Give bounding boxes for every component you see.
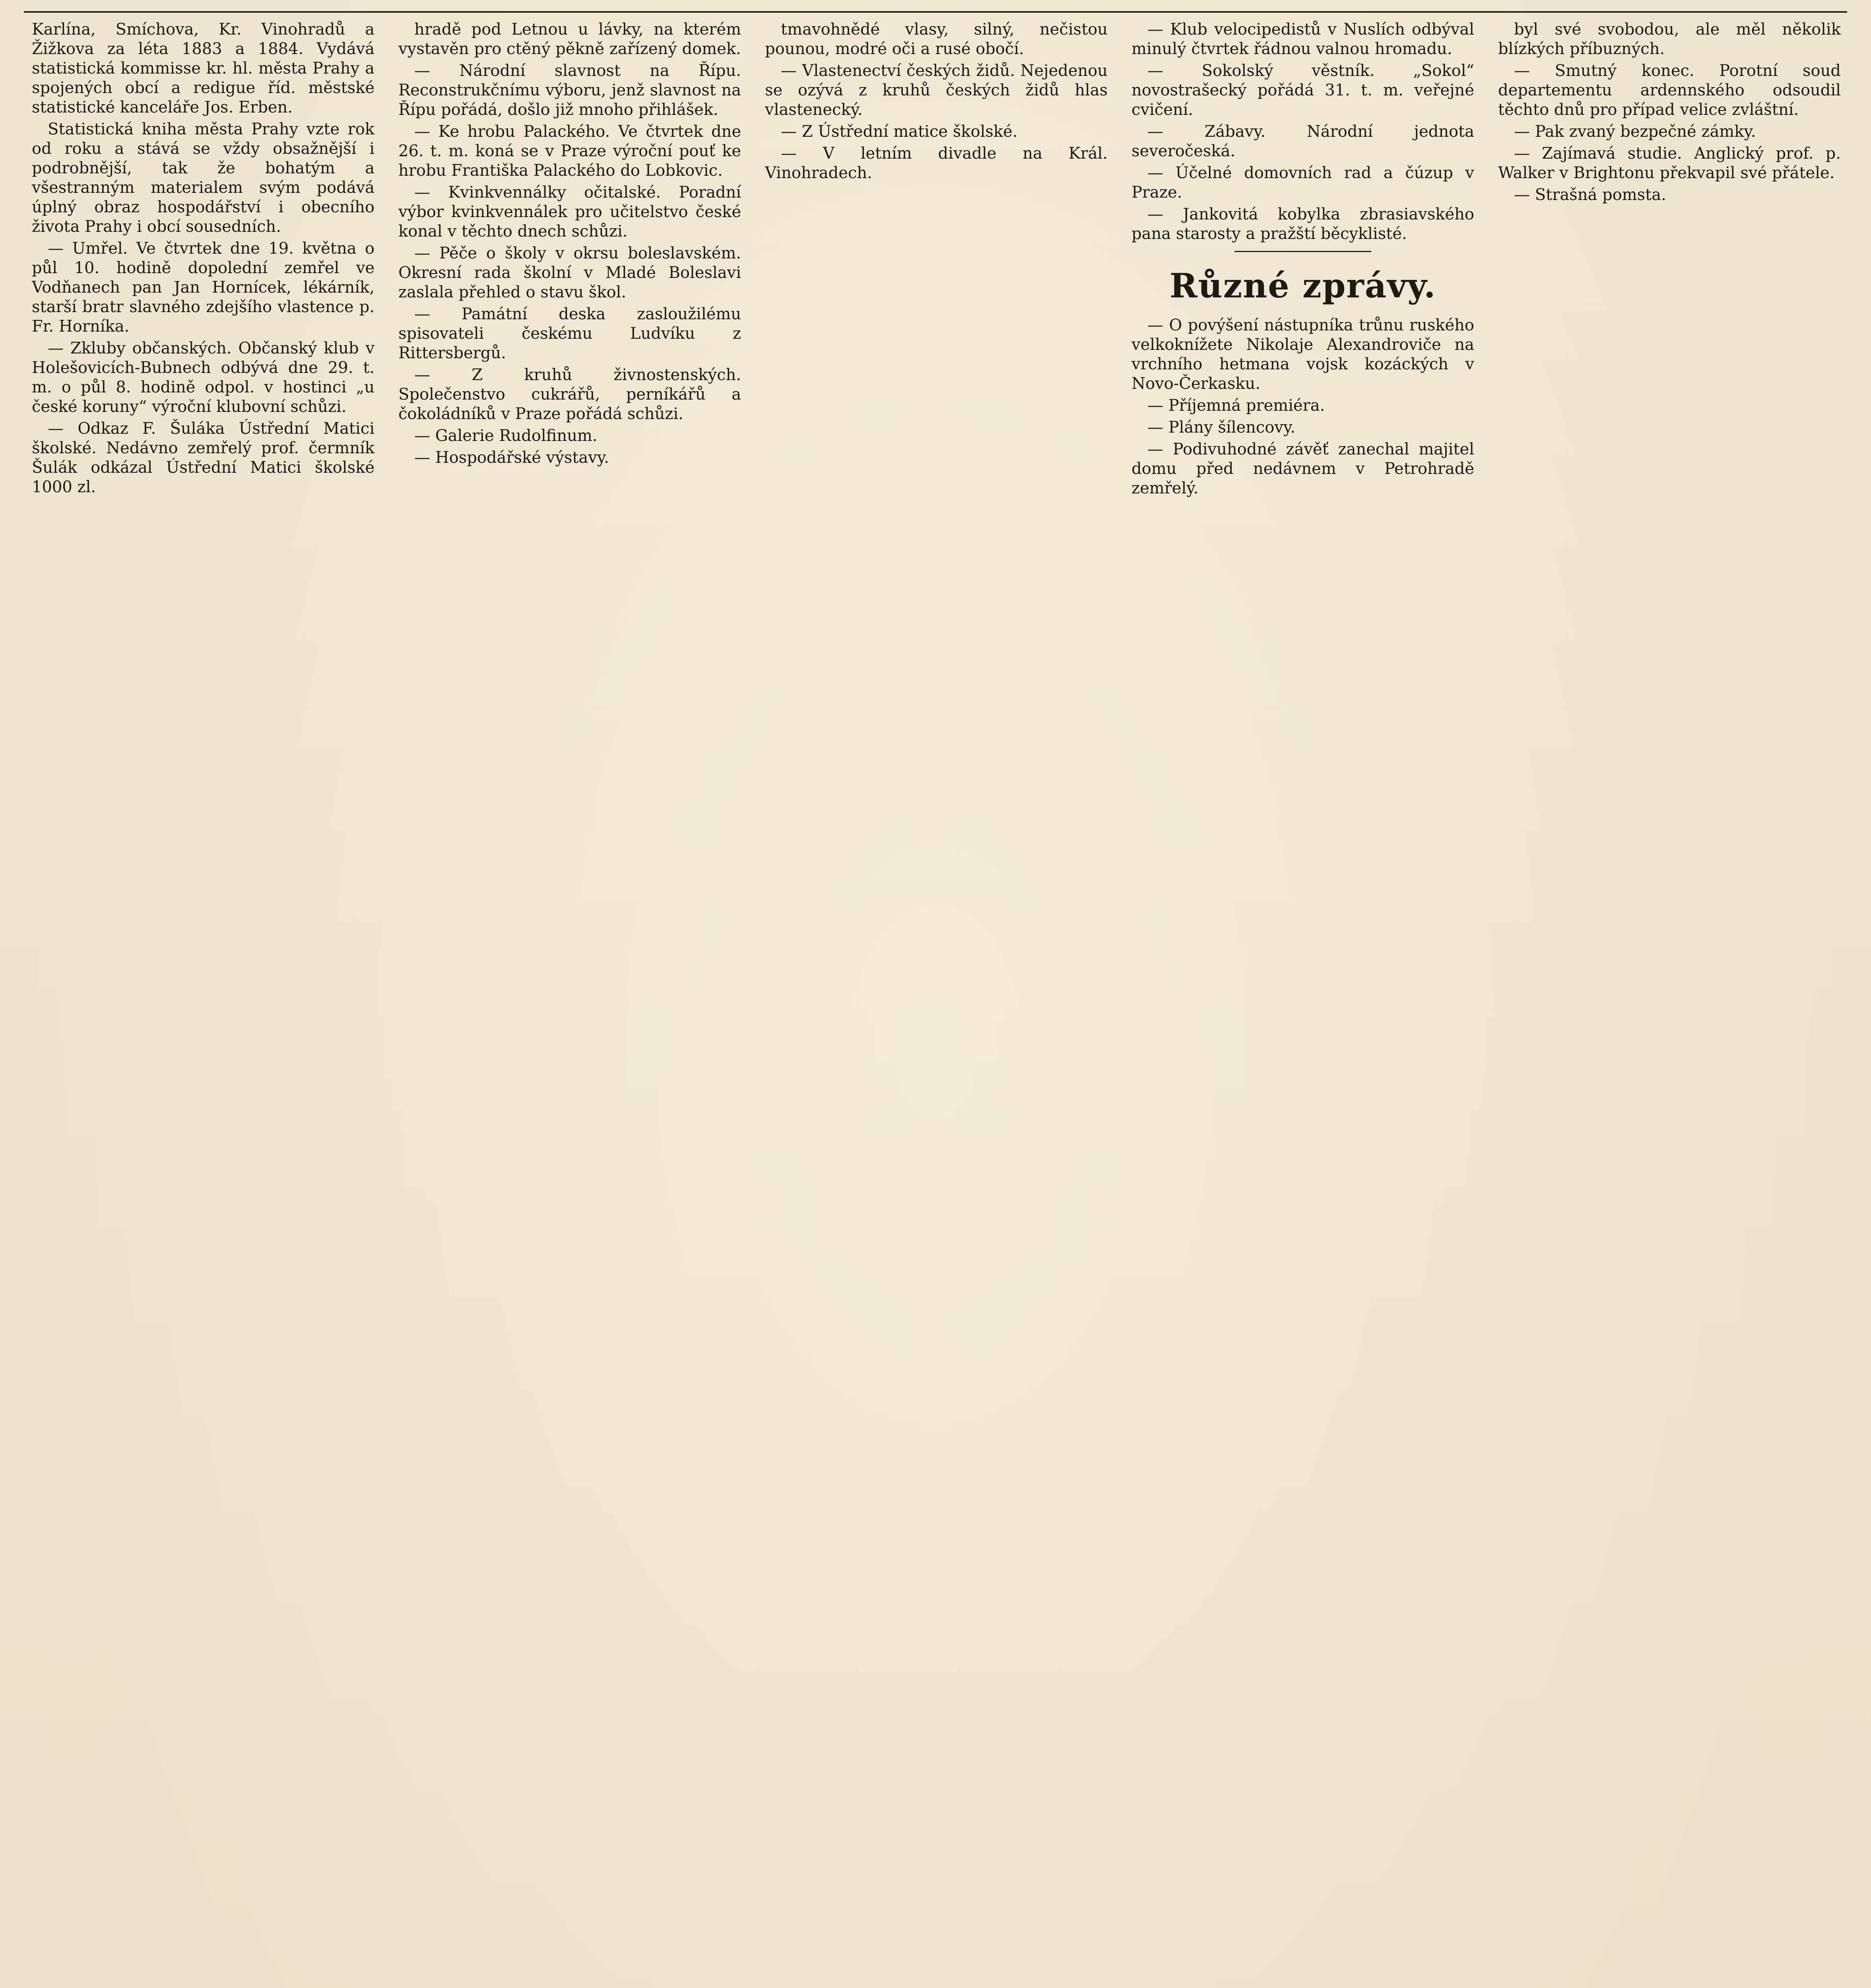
column-3	[761, 20, 1112, 1988]
section-rule	[1234, 251, 1372, 252]
article-paragraph: tmavohnědé vlasy, silný, nečistou pounou, modré oči a rusé obočí.	[765, 20, 1108, 58]
article-paragraph: — Pak zvaný bezpečné zámky.	[1514, 122, 1756, 141]
article-paragraph: — Smutný konec. Porotní soud departementu ardennského odsoudil těchto dnů pro případ velice zvláštní.	[1498, 62, 1841, 119]
column-4	[1128, 20, 1478, 1988]
article-paragraph: — Vlastenectví českých židů. Nejedenou se ozývá z kruhů českých židů hlas vlastenecký.	[765, 62, 1108, 119]
article-paragraph: — Ke hrobu Palackého. Ve čtvrtek dne 26. t. m. koná se v Praze výroční pouť ke hrobu Františka Palackého do Lobkovic.	[398, 122, 741, 180]
article-paragraph: — Zkluby občanských. Občanský klub v Holešovicích-Bubnech odbývá dne 29. t. m. o půl 8. hodině odpol. v hostinci „u české koruny“ výroční klubovní schůzi.	[32, 339, 375, 416]
article-paragraph: — Zábavy. Národní jednota severočeská.	[1132, 122, 1474, 160]
article-paragraph: — Podivuhodné závěť zanechal majitel domu před nedávnem v Petrohradě zemřelý.	[1132, 440, 1474, 497]
article-paragraph: — Hospodářské výstavy.	[414, 448, 609, 467]
article-paragraph: — Kvinkvennálky očitalské. Poradní výbor kvinkvennálek pro učitelstvo české konal v těchto dnech schůzi.	[398, 183, 741, 241]
column-5	[1494, 20, 1845, 1988]
section-heading: Různé zprávy.	[1169, 266, 1436, 305]
article-paragraph: — Z Ústřední matice školské.	[781, 122, 1018, 141]
article-columns	[28, 20, 1845, 1988]
article-paragraph: — Z kruhů živnostenských. Společenstvo cukrářů, perníkářů a čokoládníků v Praze pořádá schůzi.	[398, 366, 741, 423]
article-paragraph: byl své svobodou, ale měl několik blízkých příbuzných.	[1498, 20, 1841, 58]
article-paragraph: — Národní slavnost na Řípu. Reconstrukčnímu výboru, jenž slavnost na Řípu pořádá, došlo již mnoho přihlášek.	[398, 62, 741, 119]
article-paragraph: — Příjemná premiéra.	[1147, 396, 1325, 415]
article-paragraph: — Památní deska zasloužilému spisovateli českému Ludvíku z Rittersbergů.	[398, 305, 741, 362]
article-paragraph: — Umřel. Ve čtvrtek dne 19. května o půl 10. hodině dopolední zemřel ve Vodňanech pan Jan Hornícek, lékárník, starší bratr slavného zdejšího vlastence p. Fr. Horníka.	[32, 239, 375, 336]
article-paragraph: — V letním divadle na Král. Vinohradech.	[765, 144, 1108, 182]
article-paragraph: — Jankovitá kobylka zbrasiavského pana starosty a pražští běcyklisté.	[1132, 205, 1474, 243]
column-2	[394, 20, 745, 1988]
article-paragraph: — Plány šílencovy.	[1147, 418, 1295, 437]
article-paragraph: — Zajímavá studie. Anglický prof. p. Walker v Brightonu překvapil své přátele.	[1498, 144, 1841, 182]
top-rule	[24, 11, 1847, 13]
article-paragraph: hradě pod Letnou u lávky, na kterém vystavěn pro ctěný pěkně zařízený domek.	[398, 20, 741, 58]
article-paragraph: — O povýšení nástupníka trůnu ruského velkoknížete Nikolaje Alexandroviče na vrchního hetmana vojsk kozáckých v Novo-Čerkasku.	[1132, 316, 1474, 393]
article-paragraph: — Sokolský věstník. „Sokol“ novostrašecký pořádá 31. t. m. veřejné cvičení.	[1132, 62, 1474, 119]
article-paragraph: — Strašná pomsta.	[1514, 186, 1666, 204]
article-paragraph: — Galerie Rudolfinum.	[414, 427, 598, 445]
article-paragraph: Statistická kniha města Prahy vzte rok od roku a stává se vždy obsažnější i podrobnější, tak že bohatým a všestranným materialem svým podává úplný obraz hospodářství i obecního života Prahy i obcí sousedních.	[32, 120, 375, 236]
article-paragraph: — Klub velocipedistů v Nuslích odbýval minulý čtvrtek řádnou valnou hromadu.	[1132, 20, 1474, 58]
article-paragraph: — Odkaz F. Šuláka Ústřední Matici školské. Nedávno zemřelý prof. čermník Šulák odkázal Ústřední Matici školské 1000 zl.	[32, 419, 375, 496]
article-paragraph: Karlína, Smíchova, Kr. Vinohradů a Žižkova za léta 1883 a 1884. Vydává statistická kommisse kr. hl. města Prahy a spojených obcí a redigue říd. městské statistické kanceláře Jos. Erben.	[32, 20, 375, 116]
article-paragraph: — Účelné domovních rad a čúzup v Praze.	[1132, 164, 1474, 202]
article-paragraph: — Pěče o školy v okrsu boleslavském. Okresní rada školní v Mladé Boleslavi zaslala přehled o stavu škol.	[398, 244, 741, 301]
column-1	[28, 20, 378, 1988]
